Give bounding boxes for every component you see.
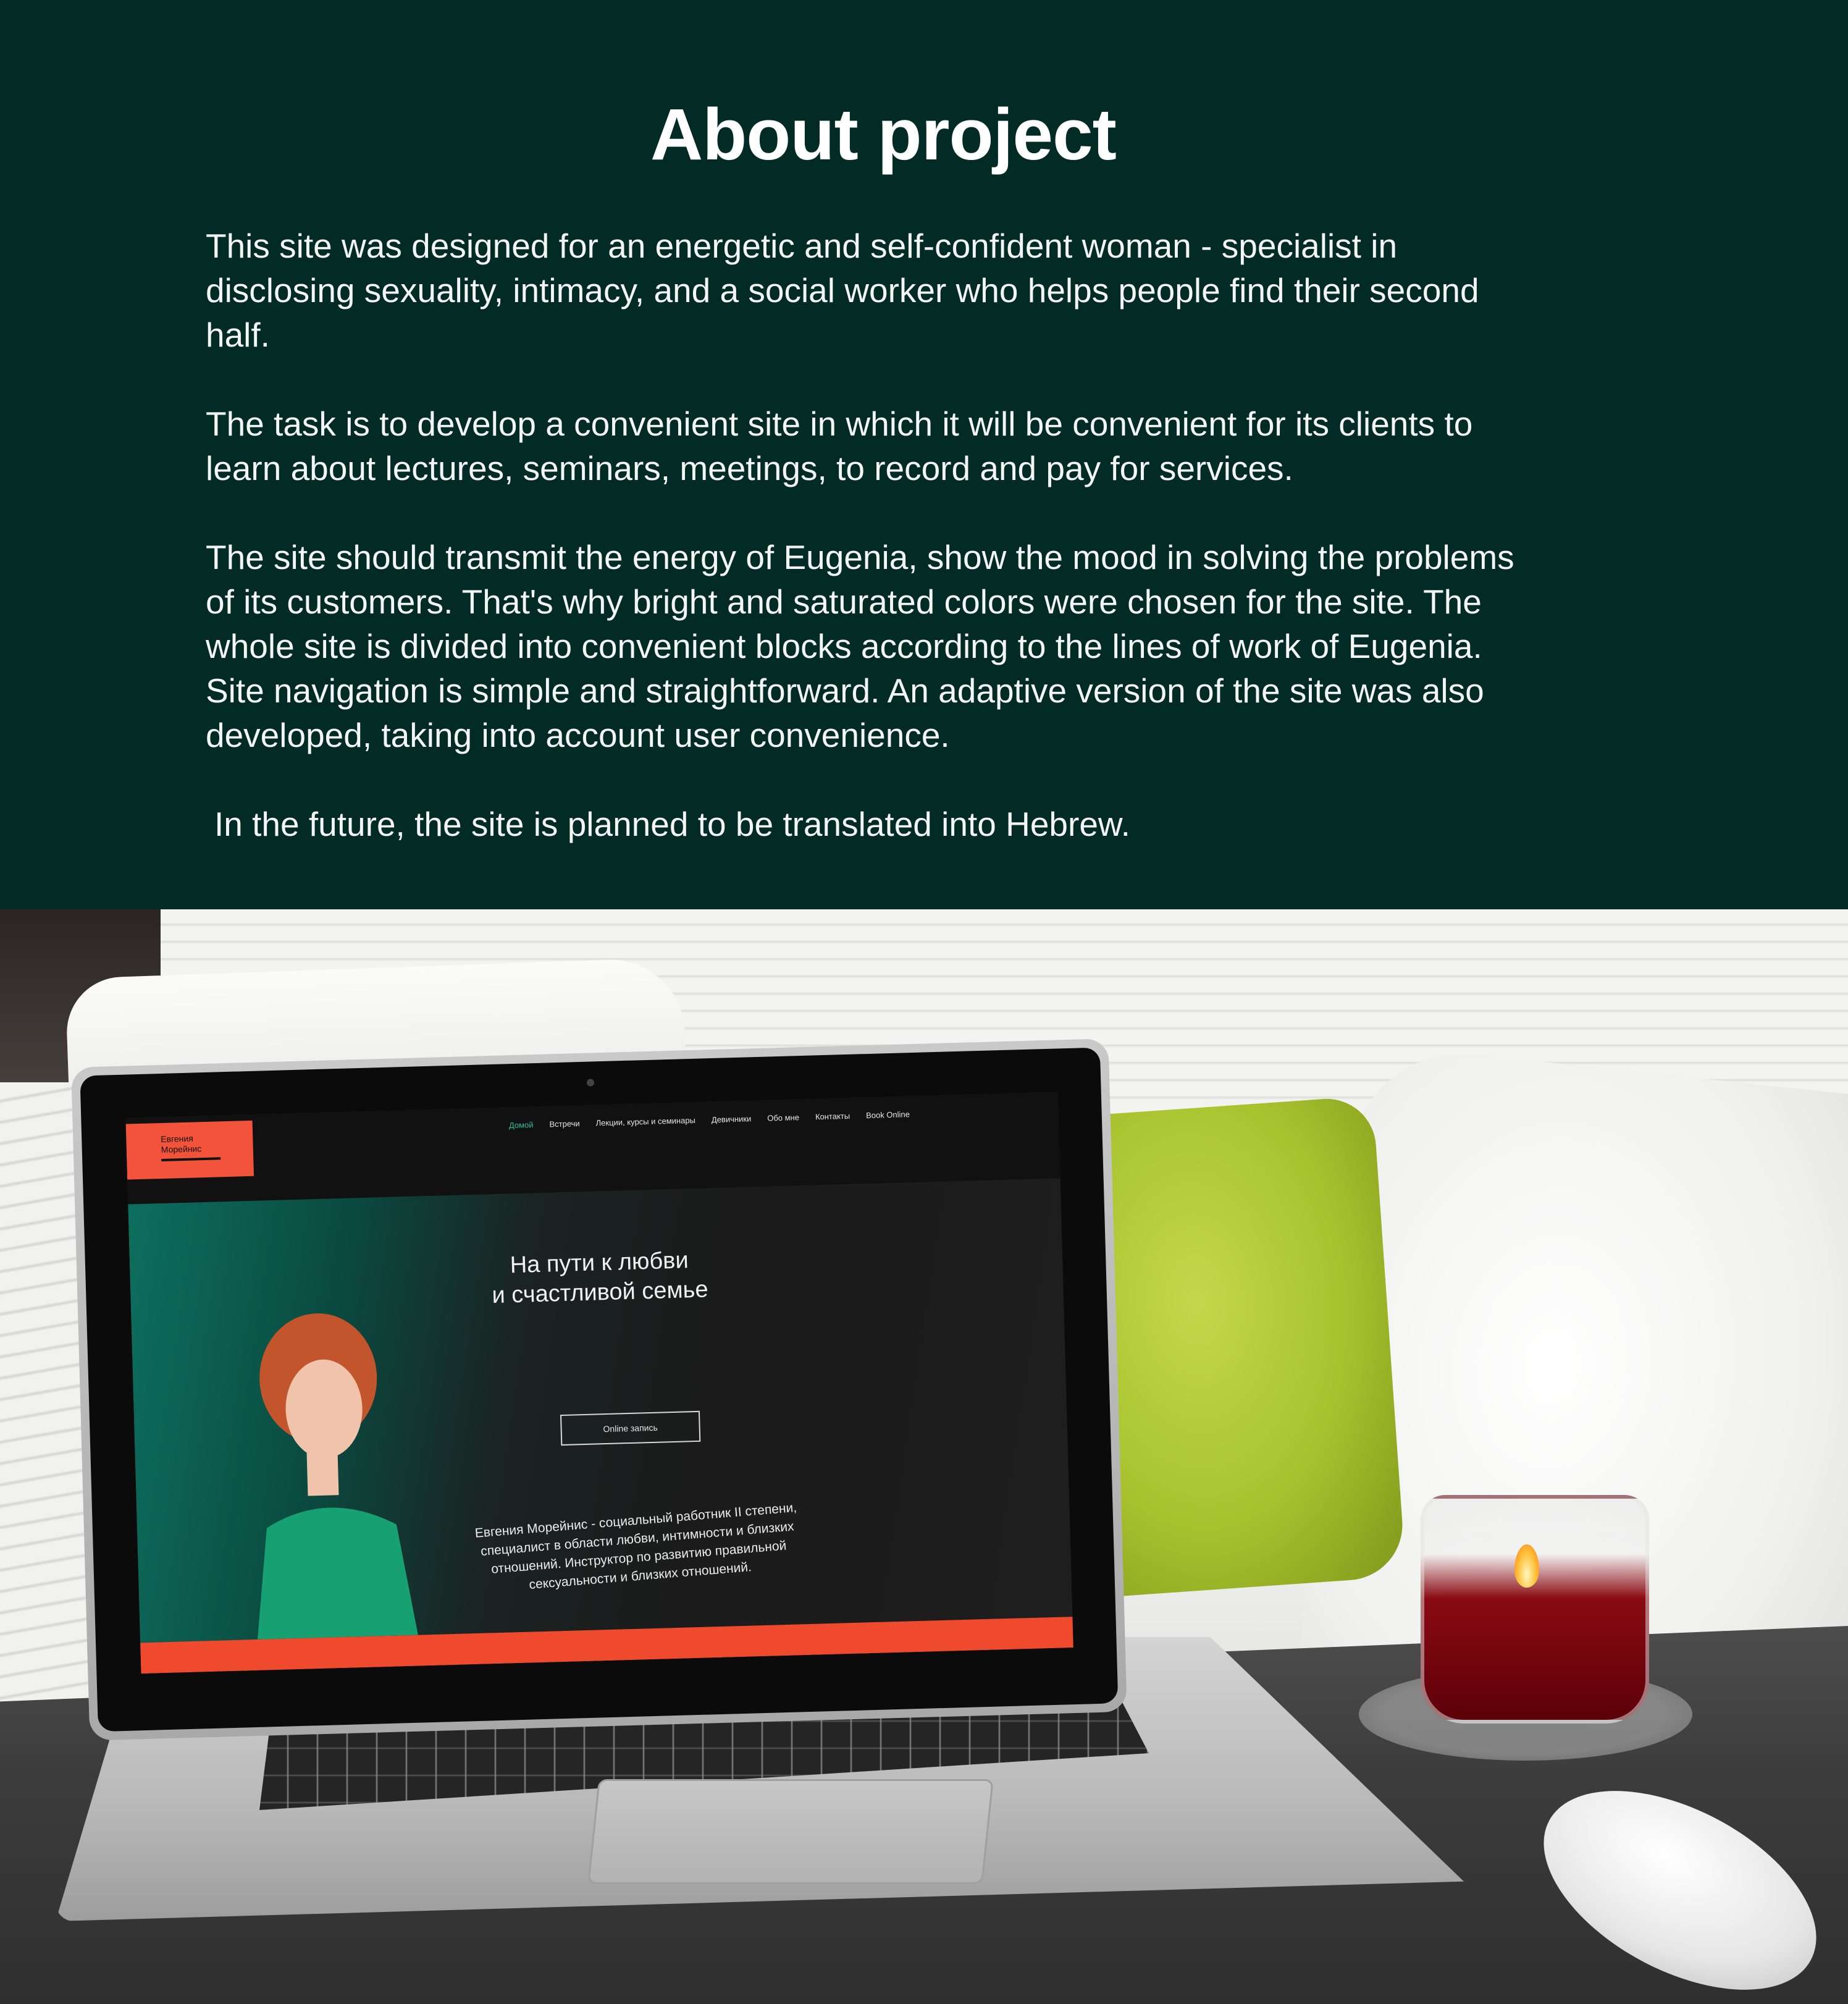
logo-line-1: Евгения (161, 1133, 193, 1144)
laptop-trackpad (587, 1779, 994, 1884)
nav-item-book-online[interactable]: Book Online (865, 1109, 910, 1121)
nav-item-contacts[interactable]: Контакты (815, 1111, 850, 1122)
laptop-screen (125, 1092, 1073, 1674)
hero-description: Евгения Морейнис - социальный работник II степени, специалист в области любви, интимности и близких отношений. Инструктор по развитию правильной сексуальности и близких отношений. (474, 1500, 797, 1592)
nav-item-about[interactable]: Обо мне (767, 1113, 800, 1123)
camera-icon (587, 1079, 594, 1086)
nav-item-lectures[interactable]: Лекции, курсы и семинары (595, 1115, 696, 1128)
hero-portrait (224, 1301, 430, 1640)
about-section (0, 0, 1848, 909)
about-paragraph-3: The site should transmit the energy of Eugenia, show the mood in solving the problems of its customers. That's why bright and saturated colors were chosen for the site. The whole site is divided into convenient blocks according to the lines of work of Eugenia. Site navigation is simple and straightforward. An adaptive version of the site was also developed, taking into account user convenience. (206, 538, 1514, 754)
logo-underline (161, 1157, 220, 1161)
online-booking-button[interactable]: Online запись (560, 1411, 700, 1446)
site-hero (128, 1178, 1072, 1643)
nav-item-meetings[interactable]: Встречи (549, 1119, 580, 1129)
about-paragraph-2: The task is to develop a convenient site in which it will be convenient for its clients to learn about lectures, seminars, meetings, to record and pay for services. (206, 405, 1473, 487)
candle-glass (1421, 1495, 1649, 1724)
about-text (206, 224, 1645, 846)
about-paragraph-1: This site was designed for an energetic and self-confident woman - specialist in disclosing sexuality, intimacy, and a social worker who helps people find their second half. (206, 227, 1479, 354)
site-logo[interactable] (126, 1121, 254, 1180)
hero-title: На пути к любви и счастливой семье (491, 1247, 709, 1309)
nav-item-home[interactable]: Домой (508, 1120, 534, 1130)
laptop-bezel (80, 1047, 1118, 1732)
nav-item-bachelorettes[interactable]: Девичники (711, 1114, 752, 1125)
laptop-lid (71, 1038, 1127, 1740)
site-nav (509, 1109, 910, 1130)
logo-line-2: Морейнис (161, 1143, 202, 1155)
about-title: About project (650, 94, 1116, 175)
about-paragraph-4: In the future, the site is planned to be translated into Hebrew. (214, 805, 1130, 843)
